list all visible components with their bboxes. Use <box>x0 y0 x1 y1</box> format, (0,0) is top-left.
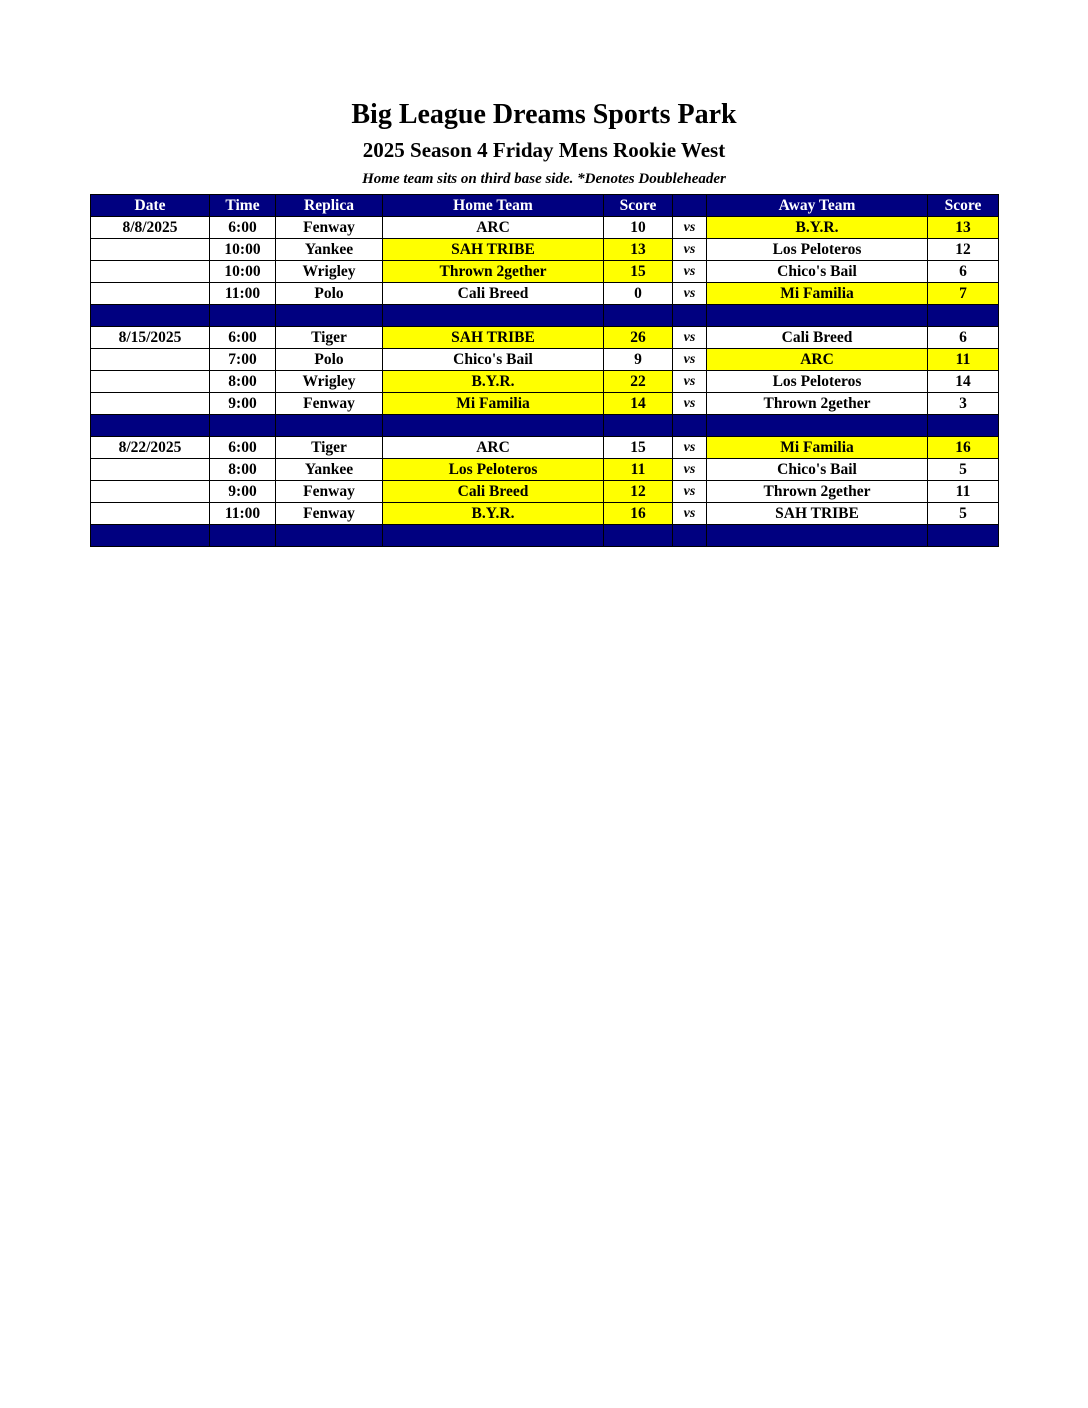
replica-cell: Yankee <box>276 239 383 261</box>
away-score-cell: 7 <box>928 283 999 305</box>
date-cell <box>91 261 210 283</box>
time-cell: 11:00 <box>210 283 276 305</box>
date-cell: 8/8/2025 <box>91 217 210 239</box>
separator-cell <box>276 305 383 327</box>
away-score-cell: 3 <box>928 393 999 415</box>
separator-cell <box>210 305 276 327</box>
table-row <box>91 393 999 415</box>
away-score-cell: 11 <box>928 481 999 503</box>
vs-cell: vs <box>673 481 707 503</box>
separator-cell <box>604 305 673 327</box>
separator-cell <box>276 525 383 547</box>
time-cell: 8:00 <box>210 459 276 481</box>
column-header-home-score: Score <box>604 195 673 217</box>
date-cell: 8/22/2025 <box>91 437 210 459</box>
vs-cell: vs <box>673 459 707 481</box>
replica-cell: Fenway <box>276 481 383 503</box>
separator-cell <box>383 415 604 437</box>
separator-cell <box>210 415 276 437</box>
home-team-cell: ARC <box>383 217 604 239</box>
home-score-cell: 15 <box>604 437 673 459</box>
vs-cell: vs <box>673 283 707 305</box>
home-team-cell: Los Peloteros <box>383 459 604 481</box>
date-cell <box>91 481 210 503</box>
home-score-cell: 11 <box>604 459 673 481</box>
away-score-cell: 5 <box>928 503 999 525</box>
away-team-cell: Mi Familia <box>707 283 928 305</box>
separator-cell <box>91 525 210 547</box>
away-team-cell: Mi Familia <box>707 437 928 459</box>
home-team-cell: Cali Breed <box>383 481 604 503</box>
table-row <box>91 503 999 525</box>
table-row <box>91 327 999 349</box>
away-team-cell: Cali Breed <box>707 327 928 349</box>
vs-cell: vs <box>673 349 707 371</box>
time-cell: 9:00 <box>210 393 276 415</box>
separator-cell <box>707 415 928 437</box>
separator-cell <box>383 305 604 327</box>
separator-cell <box>928 305 999 327</box>
separator-cell <box>673 525 707 547</box>
column-header-date: Date <box>91 195 210 217</box>
date-cell <box>91 503 210 525</box>
date-cell <box>91 239 210 261</box>
home-team-cell: SAH TRIBE <box>383 239 604 261</box>
replica-cell: Fenway <box>276 393 383 415</box>
away-score-cell: 11 <box>928 349 999 371</box>
away-team-cell: ARC <box>707 349 928 371</box>
time-cell: 10:00 <box>210 261 276 283</box>
table-row <box>91 371 999 393</box>
home-team-cell: ARC <box>383 437 604 459</box>
replica-cell: Tiger <box>276 327 383 349</box>
page-subtitle: 2025 Season 4 Friday Mens Rookie West <box>362 138 726 162</box>
column-header-vs <box>673 195 707 217</box>
away-score-cell: 16 <box>928 437 999 459</box>
week-separator-row <box>91 305 999 327</box>
header-row <box>91 195 999 217</box>
vs-cell: vs <box>673 371 707 393</box>
home-score-cell: 9 <box>604 349 673 371</box>
away-team-cell: Los Peloteros <box>707 371 928 393</box>
home-score-cell: 13 <box>604 239 673 261</box>
home-score-cell: 10 <box>604 217 673 239</box>
away-team-cell: Chico's Bail <box>707 261 928 283</box>
away-score-cell: 12 <box>928 239 999 261</box>
home-score-cell: 14 <box>604 393 673 415</box>
date-cell: 8/15/2025 <box>91 327 210 349</box>
away-score-cell: 5 <box>928 459 999 481</box>
vs-cell: vs <box>673 261 707 283</box>
column-header-time: Time <box>210 195 276 217</box>
column-header-home-team: Home Team <box>383 195 604 217</box>
schedule-body <box>91 217 999 547</box>
home-team-cell: Chico's Bail <box>383 349 604 371</box>
replica-cell: Fenway <box>276 503 383 525</box>
away-team-cell: Chico's Bail <box>707 459 928 481</box>
separator-cell <box>210 525 276 547</box>
vs-cell: vs <box>673 239 707 261</box>
table-row <box>91 239 999 261</box>
away-team-cell: Los Peloteros <box>707 239 928 261</box>
time-cell: 11:00 <box>210 503 276 525</box>
separator-cell <box>707 305 928 327</box>
away-score-cell: 6 <box>928 327 999 349</box>
home-score-cell: 0 <box>604 283 673 305</box>
time-cell: 8:00 <box>210 371 276 393</box>
time-cell: 10:00 <box>210 239 276 261</box>
away-team-cell: B.Y.R. <box>707 217 928 239</box>
column-header-away-score: Score <box>928 195 999 217</box>
home-score-cell: 16 <box>604 503 673 525</box>
separator-cell <box>91 305 210 327</box>
home-team-cell: SAH TRIBE <box>383 327 604 349</box>
separator-cell <box>928 525 999 547</box>
table-row <box>91 283 999 305</box>
column-header-away-team: Away Team <box>707 195 928 217</box>
vs-cell: vs <box>673 327 707 349</box>
separator-cell <box>928 415 999 437</box>
home-score-cell: 15 <box>604 261 673 283</box>
date-cell <box>91 459 210 481</box>
home-team-cell: Mi Familia <box>383 393 604 415</box>
home-score-cell: 22 <box>604 371 673 393</box>
table-row <box>91 261 999 283</box>
separator-cell <box>383 525 604 547</box>
vs-cell: vs <box>673 393 707 415</box>
date-cell <box>91 349 210 371</box>
time-cell: 6:00 <box>210 437 276 459</box>
away-team-cell: SAH TRIBE <box>707 503 928 525</box>
separator-cell <box>673 415 707 437</box>
week-separator-row <box>91 415 999 437</box>
away-score-cell: 14 <box>928 371 999 393</box>
time-cell: 7:00 <box>210 349 276 371</box>
table-row <box>91 349 999 371</box>
away-team-cell: Thrown 2gether <box>707 393 928 415</box>
schedule-note: Home team sits on third base side. *Denotes Doubleheader <box>362 171 726 187</box>
vs-cell: vs <box>673 503 707 525</box>
table-row <box>91 459 999 481</box>
replica-cell: Tiger <box>276 437 383 459</box>
time-cell: 9:00 <box>210 481 276 503</box>
home-team-cell: Cali Breed <box>383 283 604 305</box>
home-score-cell: 12 <box>604 481 673 503</box>
time-cell: 6:00 <box>210 217 276 239</box>
replica-cell: Wrigley <box>276 371 383 393</box>
week-separator-row <box>91 525 999 547</box>
replica-cell: Polo <box>276 349 383 371</box>
separator-cell <box>604 415 673 437</box>
column-header-replica: Replica <box>276 195 383 217</box>
date-cell <box>91 371 210 393</box>
table-row <box>91 217 999 239</box>
schedule-table <box>90 194 999 547</box>
vs-cell: vs <box>673 217 707 239</box>
replica-cell: Polo <box>276 283 383 305</box>
page-title: Big League Dreams Sports Park <box>351 99 737 130</box>
time-cell: 6:00 <box>210 327 276 349</box>
away-score-cell: 13 <box>928 217 999 239</box>
table-row <box>91 437 999 459</box>
away-team-cell: Thrown 2gether <box>707 481 928 503</box>
separator-cell <box>91 415 210 437</box>
home-score-cell: 26 <box>604 327 673 349</box>
separator-cell <box>604 525 673 547</box>
date-cell <box>91 283 210 305</box>
table-row <box>91 481 999 503</box>
vs-cell: vs <box>673 437 707 459</box>
separator-cell <box>673 305 707 327</box>
separator-cell <box>276 415 383 437</box>
away-score-cell: 6 <box>928 261 999 283</box>
date-cell <box>91 393 210 415</box>
replica-cell: Yankee <box>276 459 383 481</box>
replica-cell: Fenway <box>276 217 383 239</box>
home-team-cell: B.Y.R. <box>383 503 604 525</box>
home-team-cell: B.Y.R. <box>383 371 604 393</box>
replica-cell: Wrigley <box>276 261 383 283</box>
home-team-cell: Thrown 2gether <box>383 261 604 283</box>
separator-cell <box>707 525 928 547</box>
